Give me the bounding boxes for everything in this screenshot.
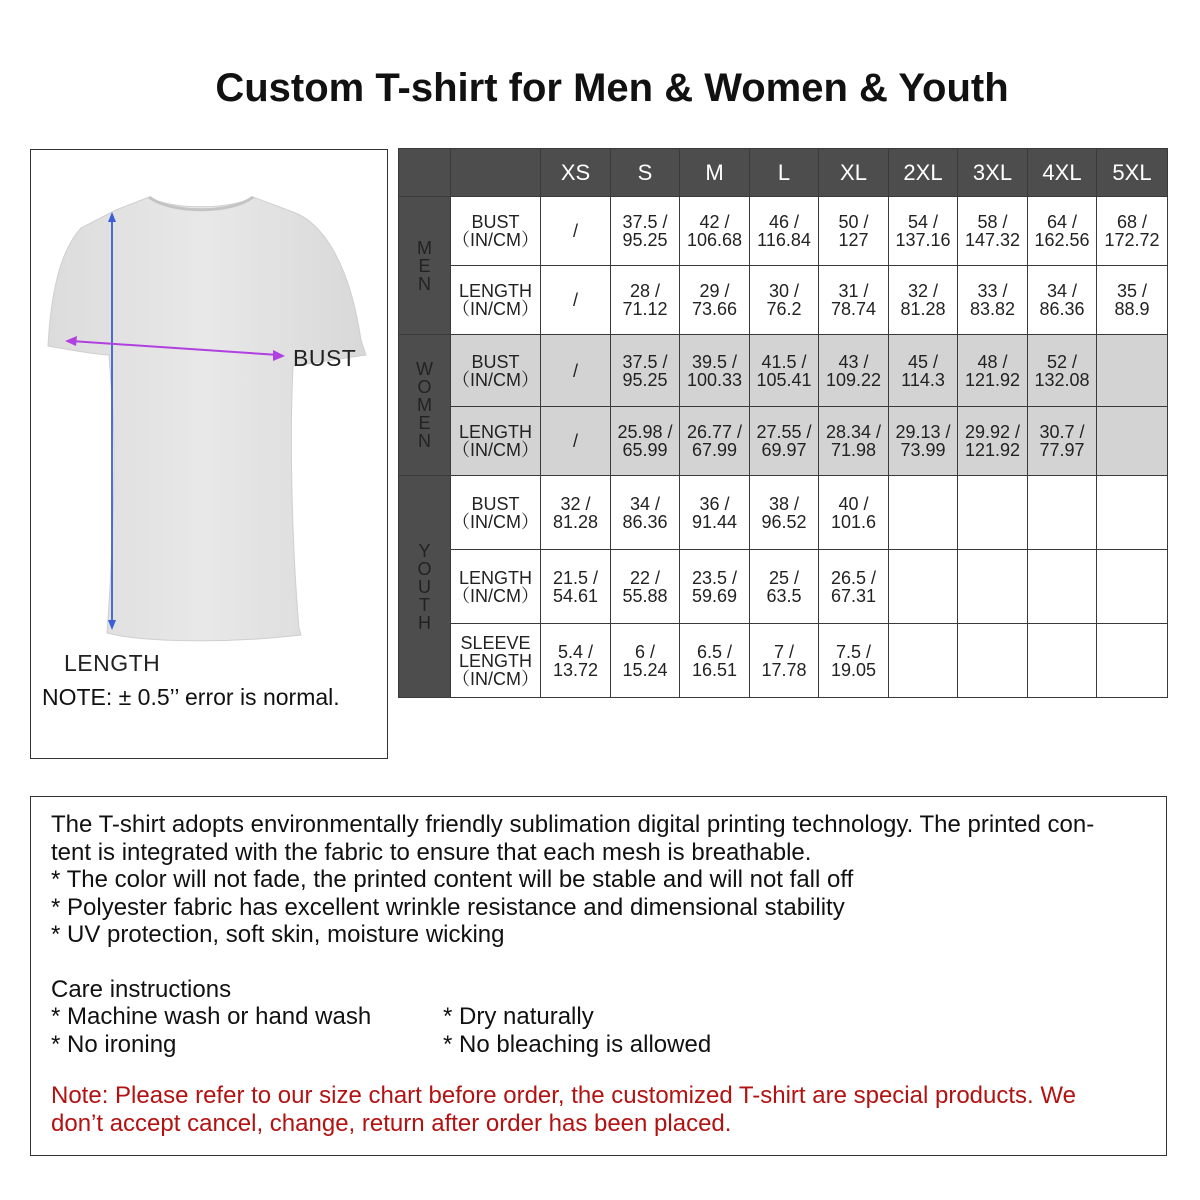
metric-label [451, 335, 541, 407]
size-value-line: 28.34 / [825, 422, 882, 442]
group-label-men [399, 197, 451, 335]
group-label-women [399, 335, 451, 476]
intro-line: tent is integrated with the fabric to ensure that each mesh is breathable. [51, 838, 812, 866]
size-value-line: / [572, 360, 578, 381]
size-value-line: 32 / [560, 493, 591, 514]
size-value-cell [1097, 550, 1168, 624]
metric-label [451, 407, 541, 476]
size-value-cell [750, 335, 819, 407]
size-value-cell [750, 197, 819, 266]
metric-label-line: BUST [471, 351, 520, 372]
size-value-line: 25.98 / [617, 422, 673, 442]
warning-line: Note: Please refer to our size chart before order, the customized T-shirt are special products. We [51, 1082, 1076, 1109]
size-value-cell [611, 266, 680, 335]
table-row [399, 197, 1168, 266]
size-value-cell [819, 266, 889, 335]
size-header: M [680, 149, 750, 197]
size-value-line: 32 / [907, 281, 939, 301]
size-table-body [399, 197, 1168, 698]
size-value-line: 73.99 [900, 440, 946, 460]
size-value-line: 67.31 [830, 585, 877, 606]
size-value-line: 86.36 [622, 511, 668, 532]
size-value-line: 54 / [907, 212, 939, 232]
size-value-line: 95.25 [622, 369, 668, 390]
size-header: L [750, 149, 819, 197]
size-value-line: 114.3 [901, 369, 945, 390]
size-value-cell [819, 624, 889, 698]
table-row [399, 407, 1168, 476]
size-value-cell [680, 266, 750, 335]
size-value-line: 52 / [1046, 351, 1078, 372]
size-value-line: 63.5 [766, 585, 802, 606]
size-value-line: 38 / [768, 493, 800, 514]
size-value-line: 65.99 [622, 440, 668, 460]
size-value-cell [611, 550, 680, 624]
size-value-cell [1097, 624, 1168, 698]
metric-label-line: （IN/CM） [452, 440, 539, 460]
size-value-line: 37.5 / [622, 351, 668, 372]
care-item: * No bleaching is allowed [443, 1030, 712, 1058]
size-value-cell [958, 335, 1028, 407]
size-value-line: 22 / [629, 567, 661, 588]
size-value-line: 35 / [1116, 281, 1148, 301]
size-value-line: 55.88 [622, 585, 668, 606]
tshirt-body-shape [48, 197, 366, 641]
size-value-line: 40 / [838, 493, 869, 514]
size-value-line: 29.92 / [964, 422, 1021, 442]
size-value-cell [1028, 550, 1097, 624]
group-label-text: WOMEN [416, 359, 433, 451]
size-value-line: 26.5 / [830, 567, 877, 588]
size-value-cell [1028, 407, 1097, 476]
size-value-line: 162.56 [1034, 230, 1090, 250]
metric-label-line: （IN/CM） [452, 585, 539, 606]
size-value-line: 127 [838, 230, 869, 250]
size-header-row [399, 149, 1168, 197]
product-info-box [30, 796, 1167, 1156]
size-value-line: 42 / [699, 212, 730, 232]
size-value-line: 23.5 / [691, 567, 738, 588]
size-value-cell [958, 266, 1028, 335]
size-value-line: 34 / [629, 493, 661, 514]
order-warning [51, 1082, 1146, 1137]
size-value-line: 121.92 [964, 369, 1021, 390]
size-value-cell [611, 335, 680, 407]
size-value-cell [541, 476, 611, 550]
size-value-line: 21.5 / [552, 567, 599, 588]
size-value-line: 83.82 [969, 299, 1016, 319]
size-value-line: 88.9 [1114, 299, 1150, 319]
size-value-cell [1028, 476, 1097, 550]
size-value-cell [611, 476, 680, 550]
size-value-line: 71.12 [622, 299, 668, 319]
size-value-line: 147.32 [964, 230, 1021, 250]
size-header: XS [541, 149, 611, 197]
size-value-line: / [572, 431, 578, 451]
size-value-line: 95.25 [622, 230, 668, 250]
size-value-line: 91.44 [691, 511, 738, 532]
table-row [399, 476, 1168, 550]
size-value-line: 33 / [977, 281, 1008, 301]
intro-line: The T-shirt adopts environmentally friendly sublimation digital printing technology. The printed con- [51, 811, 1095, 838]
size-value-cell [1097, 407, 1168, 476]
size-value-cell [819, 476, 889, 550]
size-value-cell [889, 476, 958, 550]
size-value-line: 105.41 [756, 369, 812, 390]
size-value-cell [541, 197, 611, 266]
size-value-line: 58 / [977, 212, 1008, 232]
size-value-line: 29.13 / [895, 422, 951, 442]
size-value-cell [680, 476, 750, 550]
size-value-cell [1028, 197, 1097, 266]
size-value-cell [680, 407, 750, 476]
shirt-diagram-panel [30, 149, 388, 759]
size-value-line: 39.5 / [691, 351, 738, 372]
size-value-line: 137.16 [895, 230, 951, 250]
page-title: Custom T-shirt for Men & Women & Youth [215, 66, 1009, 110]
size-value-cell [958, 197, 1028, 266]
size-value-line: 5.4 / [557, 641, 594, 662]
bust-label: BUST [293, 345, 357, 371]
size-value-cell [611, 197, 680, 266]
metric-label [451, 266, 541, 335]
size-value-line: 121.92 [964, 440, 1021, 460]
size-value-cell [1028, 335, 1097, 407]
error-note: NOTE: ± 0.5’’ error is normal. [42, 684, 340, 710]
size-value-cell [1028, 266, 1097, 335]
size-value-line: 36 / [699, 493, 730, 514]
size-header: XL [819, 149, 889, 197]
size-value-line: 28 / [629, 281, 661, 301]
care-row [51, 1003, 1146, 1031]
size-value-line: 76.2 [766, 299, 802, 319]
metric-label-line: LENGTH [458, 281, 532, 301]
care-title: Care instructions [51, 975, 232, 1003]
size-value-line: 43 / [838, 351, 869, 372]
size-value-cell [541, 335, 611, 407]
length-label: LENGTH [64, 650, 161, 676]
size-value-line: 15.24 [622, 659, 668, 680]
size-value-line: 7.5 / [835, 641, 872, 662]
size-value-cell [750, 624, 819, 698]
size-value-line: 116.84 [757, 230, 811, 250]
size-value-line: 19.05 [830, 659, 877, 680]
size-value-cell [750, 550, 819, 624]
size-header: 2XL [889, 149, 958, 197]
metric-label-line: （IN/CM） [452, 511, 539, 532]
size-header: 3XL [958, 149, 1028, 197]
size-value-cell [1028, 624, 1097, 698]
size-value-cell [1097, 335, 1168, 407]
size-value-line: 81.28 [552, 511, 599, 532]
size-value-line: 7 / [773, 641, 794, 662]
table-row [399, 335, 1168, 407]
size-value-line: 81.28 [900, 299, 946, 319]
feature-item: * UV protection, soft skin, moisture wicking [51, 921, 505, 948]
size-value-line: 27.55 / [756, 422, 812, 442]
size-value-cell [819, 550, 889, 624]
size-value-cell [611, 407, 680, 476]
size-value-cell [819, 197, 889, 266]
size-value-line: 30 / [768, 281, 800, 301]
size-value-line: 73.66 [691, 299, 738, 319]
metric-label [451, 624, 541, 698]
size-value-cell [819, 335, 889, 407]
metric-label-line: LENGTH [458, 422, 532, 442]
size-value-cell [680, 550, 750, 624]
group-label-text: MEN [417, 237, 432, 294]
size-value-cell [958, 476, 1028, 550]
care-item: * Machine wash or hand wash [51, 1003, 372, 1030]
feature-item: * Polyester fabric has excellent wrinkle resistance and dimensional stability [51, 893, 845, 921]
header-metric [451, 149, 541, 197]
size-value-line: 13.72 [552, 659, 599, 680]
metric-label-line: BUST [471, 493, 520, 514]
size-value-cell [889, 407, 958, 476]
size-value-line: 54.61 [552, 585, 599, 606]
size-value-cell [541, 407, 611, 476]
size-value-cell [889, 624, 958, 698]
size-value-line: 71.98 [830, 440, 877, 460]
table-row [399, 550, 1168, 624]
size-header: 4XL [1028, 149, 1097, 197]
size-value-line: 100.33 [686, 369, 743, 390]
header-corner [399, 149, 451, 197]
metric-label [451, 476, 541, 550]
size-header: S [611, 149, 680, 197]
size-value-cell [680, 197, 750, 266]
size-value-line: 16.51 [691, 659, 738, 680]
size-value-line: 67.99 [691, 440, 738, 460]
metric-label-line: （IN/CM） [452, 230, 539, 250]
size-value-line: 78.74 [830, 299, 877, 319]
metric-label [451, 550, 541, 624]
size-value-cell [958, 624, 1028, 698]
size-value-line: 172.72 [1104, 230, 1160, 250]
size-value-cell [750, 266, 819, 335]
size-value-cell [750, 476, 819, 550]
size-value-line: 86.36 [1039, 299, 1085, 319]
size-value-line: 69.97 [761, 440, 807, 460]
group-label-text: YOUTH [417, 540, 432, 633]
size-value-line: 106.68 [686, 230, 743, 250]
size-value-cell [889, 335, 958, 407]
size-value-line: 64 / [1046, 212, 1078, 232]
size-value-cell [680, 335, 750, 407]
size-value-cell [541, 266, 611, 335]
size-value-line: 29 / [699, 281, 730, 301]
size-value-line: 68 / [1116, 212, 1148, 232]
size-value-line: 109.22 [825, 369, 882, 390]
size-value-line: 50 / [838, 212, 869, 232]
size-value-line: 77.97 [1039, 440, 1085, 460]
feature-item: * The color will not fade, the printed content will be stable and will not fall off [51, 866, 854, 893]
size-value-cell [889, 550, 958, 624]
size-value-line: 6 / [634, 641, 655, 662]
metric-label-line: LENGTH [458, 650, 532, 671]
size-value-line: 96.52 [761, 511, 807, 532]
size-value-cell [958, 550, 1028, 624]
size-header: 5XL [1097, 149, 1168, 197]
metric-label-line: （IN/CM） [452, 668, 539, 689]
metric-label-line: （IN/CM） [452, 369, 539, 390]
size-value-cell [889, 197, 958, 266]
size-value-cell [541, 550, 611, 624]
size-value-line: 59.69 [691, 585, 738, 606]
size-value-line: / [572, 290, 578, 310]
size-value-line: 6.5 / [696, 641, 733, 662]
size-value-line: 30.7 / [1039, 422, 1085, 442]
size-value-line: 132.08 [1034, 369, 1090, 390]
size-value-line: / [572, 221, 578, 241]
size-value-line: 48 / [977, 351, 1008, 372]
size-value-cell [958, 407, 1028, 476]
warning-line: don’t accept cancel, change, return after order has been placed. [51, 1109, 732, 1137]
metric-label-line: （IN/CM） [452, 299, 539, 319]
size-value-cell [611, 624, 680, 698]
size-value-line: 26.77 / [686, 422, 743, 442]
care-item: * No ironing [51, 1030, 177, 1058]
size-chart-table [398, 148, 1168, 698]
metric-label-line: LENGTH [458, 567, 532, 588]
table-row [399, 266, 1168, 335]
size-value-line: 34 / [1046, 281, 1078, 301]
size-value-cell [680, 624, 750, 698]
group-label-youth [399, 476, 451, 698]
size-value-cell [1097, 266, 1168, 335]
size-value-cell [541, 624, 611, 698]
size-value-line: 45 / [907, 351, 939, 372]
size-value-line: 17.78 [761, 659, 807, 680]
size-value-cell [750, 407, 819, 476]
size-value-line: 25 / [768, 567, 800, 588]
size-value-cell [1097, 197, 1168, 266]
size-value-cell [889, 266, 958, 335]
metric-label-line: SLEEVE [460, 632, 531, 653]
care-row [51, 1031, 1146, 1059]
size-value-line: 46 / [768, 212, 800, 232]
size-value-line: 101.6 [830, 511, 877, 532]
care-item: * Dry naturally [443, 1003, 594, 1030]
size-value-line: 37.5 / [622, 212, 668, 232]
size-value-cell [819, 407, 889, 476]
metric-label [451, 197, 541, 266]
size-value-cell [1097, 476, 1168, 550]
size-value-line: 41.5 / [761, 351, 807, 372]
table-row [399, 624, 1168, 698]
metric-label-line: BUST [471, 212, 520, 232]
size-value-line: 31 / [838, 281, 869, 301]
